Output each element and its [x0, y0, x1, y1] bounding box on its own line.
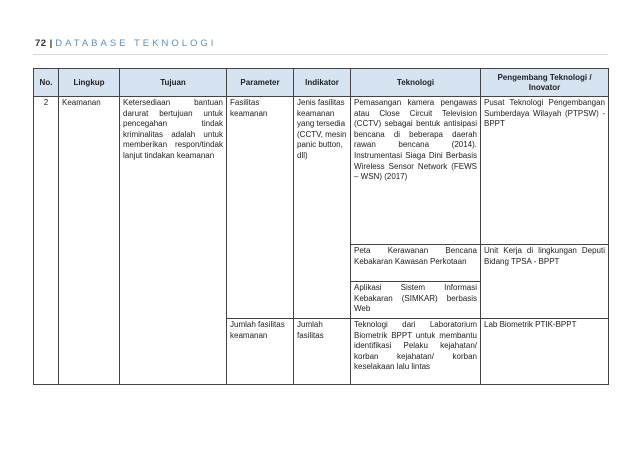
col-header-indikator: Indikator [294, 69, 351, 97]
cell-indikator: Jumlah fasilitas [294, 319, 351, 385]
col-header-parameter: Parameter [227, 69, 294, 97]
table-row [34, 97, 609, 245]
col-header-no: No. [34, 69, 59, 97]
cell-tujuan: Ketersediaan bantuan darurat bertujuan untuk pencegahan tindak kriminalitas adalah untuk memberikan respon/tindak lanjut tindakan keamanan [120, 97, 227, 385]
page-number: 72 [35, 38, 47, 49]
header-separator: | [49, 38, 53, 49]
cell-pengembang: Lab Biometrik PTIK-BPPT [481, 319, 609, 385]
col-header-pengembang: Pengembang Teknologi / Inovator [481, 69, 609, 97]
cell-indikator: Jenis fasilitas keamanan yang tersedia (CCTV, mesin panic button, dll) [294, 97, 351, 319]
header-rule [33, 54, 608, 55]
col-header-teknologi: Teknologi [351, 69, 481, 97]
cell-teknologi: Pemasangan kamera pengawas atau Close Circuit Television (CCTV) sebagai bentuk antisipasi bencana di beberapa daerah rawan bencana (2014). Instrumentasi Siaga Dini Berbasis Wireless Sensor Network (FEWS – WSN) (2017) [351, 97, 481, 245]
col-header-tujuan: Tujuan [120, 69, 227, 97]
cell-no: 2 [34, 97, 59, 385]
cell-teknologi: Peta Kerawanan Bencana Kebakaran Kawasan Perkotaan [351, 245, 481, 282]
col-header-lingkup: Lingkup [59, 69, 120, 97]
cell-lingkup: Keamanan [59, 97, 120, 385]
cell-teknologi: Aplikasi Sistem Informasi Kebakaran (SIMKAR) berbasis Web [351, 282, 481, 319]
cell-parameter: Fasilitas keamanan [227, 97, 294, 319]
technology-table [33, 68, 609, 385]
page-header [35, 38, 216, 49]
cell-pengembang: Unit Kerja di lingkungan Deputi Bidang TPSA - BPPT [481, 245, 609, 319]
table-header-row [34, 69, 609, 97]
cell-parameter: Jumlah fasilitas keamanan [227, 319, 294, 385]
document-title: DATABASE TEKNOLOGI [55, 38, 217, 49]
cell-pengembang: Pusat Teknologi Pengembangan Sumberdaya Wilayah (PTPSW) - BPPT [481, 97, 609, 245]
cell-teknologi: Teknologi dari Laboratorium Biometrik BPPT untuk membantu identifikasi Pelaku kejahatan/ korban kejahatan/ korban keselakaan lalu lintas [351, 319, 481, 385]
